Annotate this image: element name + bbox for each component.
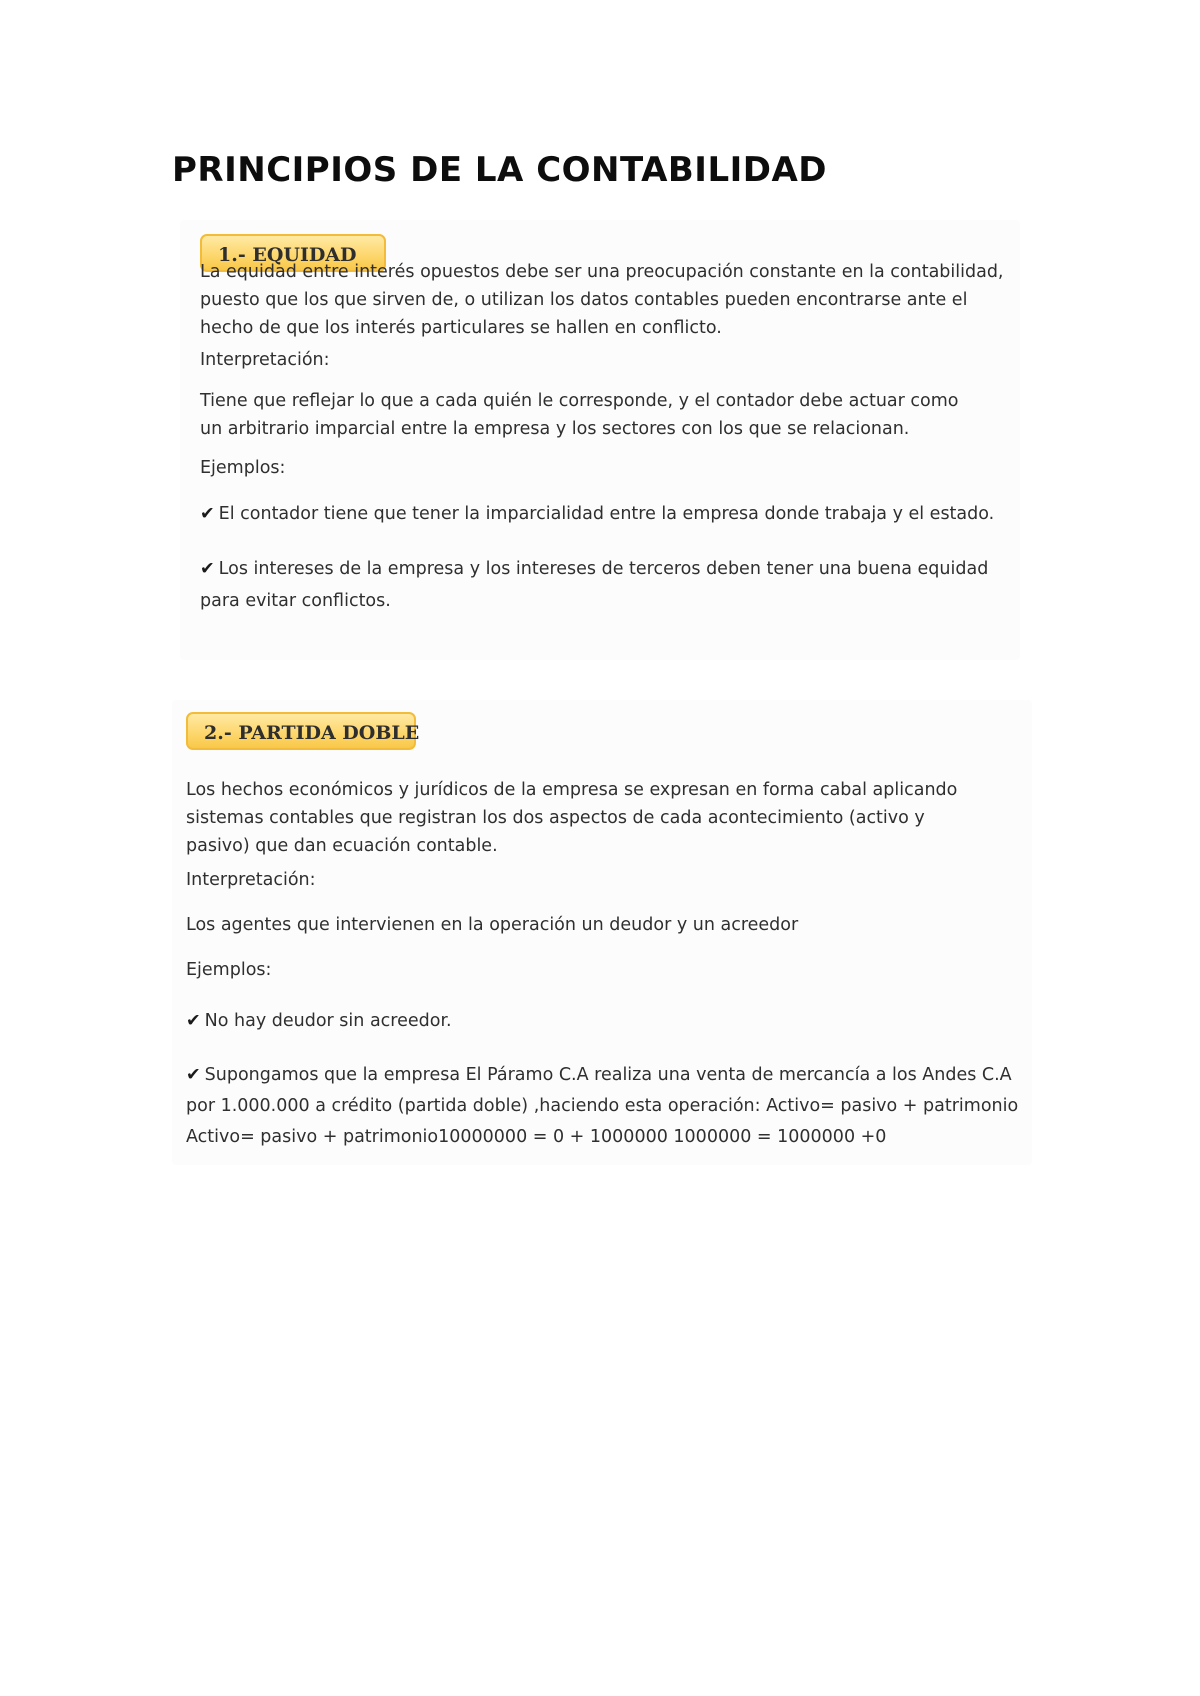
interpretation-text: Tiene que reflejar lo que a cada quién le corresponde, y el contador debe actuar como un arbitrario imparcial entre la empresa y los sectores con los que se relacionan. (200, 391, 959, 439)
section-heading: 2.- PARTIDA DOBLE (186, 712, 416, 750)
section-heading: 1.- EQUIDAD (200, 234, 386, 272)
examples-label: Ejemplos: (186, 960, 272, 980)
example-item: ✔ El contador tiene que tener la imparcialidad entre la empresa donde trabaja y el estado. (200, 504, 995, 524)
interpretation-text: Los agentes que intervienen en la operación un deudor y un acreedor (186, 915, 799, 935)
section-equidad (180, 220, 1020, 660)
page-title: PRINCIPIOS DE LA CONTABILIDAD (172, 150, 828, 190)
section-text: Los hechos económicos y jurídicos de la empresa se expresan en forma cabal aplicando sistemas contables que registran los dos aspectos de cada acontecimiento (activo y pasivo) que dan ecuación contable. (186, 780, 958, 856)
section-partida-doble (172, 700, 1032, 1165)
check-icon: ✔ (186, 1065, 201, 1085)
example-item: ✔ Supongamos que la empresa El Páramo C.A realiza una venta de mercancía a los Andes C.A por 1.000.000 a crédito (partida doble) ,haciendo esta operación: Activo= pasivo + patrimonio Activo= pasivo + patrimonio10000000 = 0 + 1000000 1000000 = 1000000 +0 (186, 1065, 1019, 1147)
example-item: ✔ No hay deudor sin acreedor. (186, 1011, 452, 1031)
check-icon: ✔ (200, 504, 215, 524)
examples-label: Ejemplos: (200, 458, 286, 478)
example-item: ✔ Los intereses de la empresa y los intereses de terceros deben tener una buena equidad para evitar conflictos. (200, 559, 989, 611)
check-icon: ✔ (186, 1011, 201, 1031)
interpretation-label: Interpretación: (200, 350, 330, 370)
section-text: La equidad entre interés opuestos debe ser una preocupación constante en la contabilidad, puesto que los que sirven de, o utilizan los datos contables pueden encontrarse ante el hecho de que los interés particulares se hallen en conflicto. (200, 262, 1004, 338)
check-icon: ✔ (200, 559, 215, 579)
interpretation-label: Interpretación: (186, 870, 316, 890)
